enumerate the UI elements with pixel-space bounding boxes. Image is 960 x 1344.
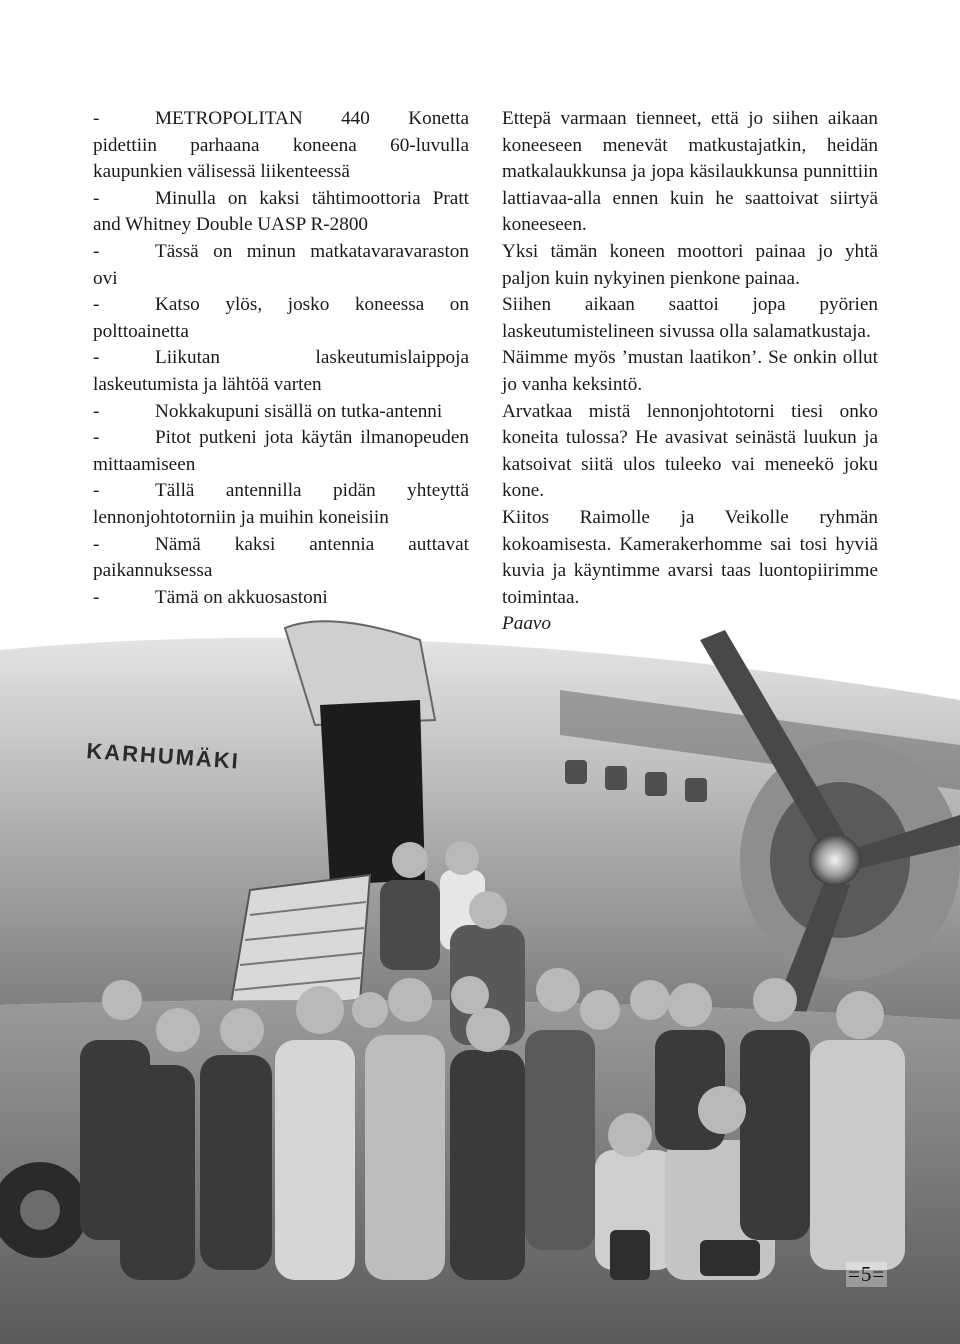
body-paragraph: Ettepä varmaan tienneet, että jo siihen aikaan koneeseen menevät matkustajatkin, heidän matkalaukkunsa ja jopa käsilaukkunsa punnittiin lattiavaa-alla ennen kuin he saattoivat siirtyä koneeseen. xyxy=(502,108,878,236)
boarding-stairs xyxy=(230,875,370,1010)
author-signature: Paavo xyxy=(502,613,552,635)
body-paragraph: Kiitos Raimolle ja Veikolle ryhmän kokoamisesta. Kamerakerhomme sai tosi hyviä kuvia ja käyntimme avarsi taas luontopiirimme toimintaa. xyxy=(502,506,878,608)
body-paragraph: Arvatkaa mistä lennonjohtotorni tiesi onko koneita tulossa? He avasivat seinästä luukun ja katsoivat siitä ulos tuleeko vai meneekö joku kone. xyxy=(502,400,878,502)
list-item-text: Nämä kaksi antennia auttavat paikannuksessa xyxy=(93,533,469,582)
page-number: =5= xyxy=(848,1262,886,1286)
list-item xyxy=(93,292,469,345)
list-item-text: Tässä on minun matkatavaravaraston ovi xyxy=(93,240,469,289)
list-dash: - xyxy=(93,240,100,262)
left-column xyxy=(93,106,469,611)
list-item-text: Minulla on kaksi tähtimoottoria Pratt and Whitney Double UASP R-2800 xyxy=(93,187,469,236)
list-item-text: Tämä on akkuosastoni xyxy=(155,586,328,608)
list-dash: - xyxy=(93,187,100,209)
list-dash: - xyxy=(93,347,100,369)
body-paragraph: Siihen aikaan saattoi jopa pyörien laskeutumistelineen sivussa olla salamatkustaja. xyxy=(502,294,878,342)
body-paragraph: Yksi tämän koneen moottori painaa jo yhtä paljon kuin nykyinen pienkone painaa. xyxy=(502,240,878,289)
list-item xyxy=(93,478,469,531)
list-item xyxy=(93,239,469,292)
propeller-hub xyxy=(809,834,861,886)
list-dash: - xyxy=(93,108,100,129)
list-dash: - xyxy=(93,533,100,555)
list-dash: - xyxy=(93,427,100,449)
list-item-text: Tällä antennilla pidän yhteyttä lennonjohtotorniin ja muihin koneisiin xyxy=(93,480,469,528)
list-dash: - xyxy=(93,400,100,422)
list-item-text: Katso ylös, josko koneessa on polttoainetta xyxy=(93,294,469,342)
list-item-text: Pitot putkeni jota käytän ilmanopeuden mittaamiseen xyxy=(93,427,469,475)
list-item xyxy=(93,399,469,426)
list-dash: - xyxy=(93,586,100,608)
right-column xyxy=(502,106,878,638)
list-dash: - xyxy=(93,294,100,316)
fuselage-lettering: KARHUMÄKI xyxy=(85,738,241,774)
list-item xyxy=(93,186,469,239)
list-item xyxy=(93,345,469,398)
list-item-text: Liikutan laskeutumislaippoja laskeutumista ja lähtöä varten xyxy=(93,347,469,395)
list-item-text: Nokkakupuni sisällä on tutka-antenni xyxy=(155,400,443,422)
body-paragraph: Näimme myös ’mustan laatikon’. Se onkin ollut jo vanha keksintö. xyxy=(502,347,878,395)
list-dash: - xyxy=(93,480,100,502)
list-item xyxy=(93,532,469,585)
list-item xyxy=(93,425,469,478)
list-item-text: METROPOLITAN 440 Konetta pidettiin parhaana koneena 60-luvulla kaupunkien välisessä liikenteessä xyxy=(93,108,469,183)
list-item xyxy=(93,106,469,186)
list-item xyxy=(93,585,469,612)
